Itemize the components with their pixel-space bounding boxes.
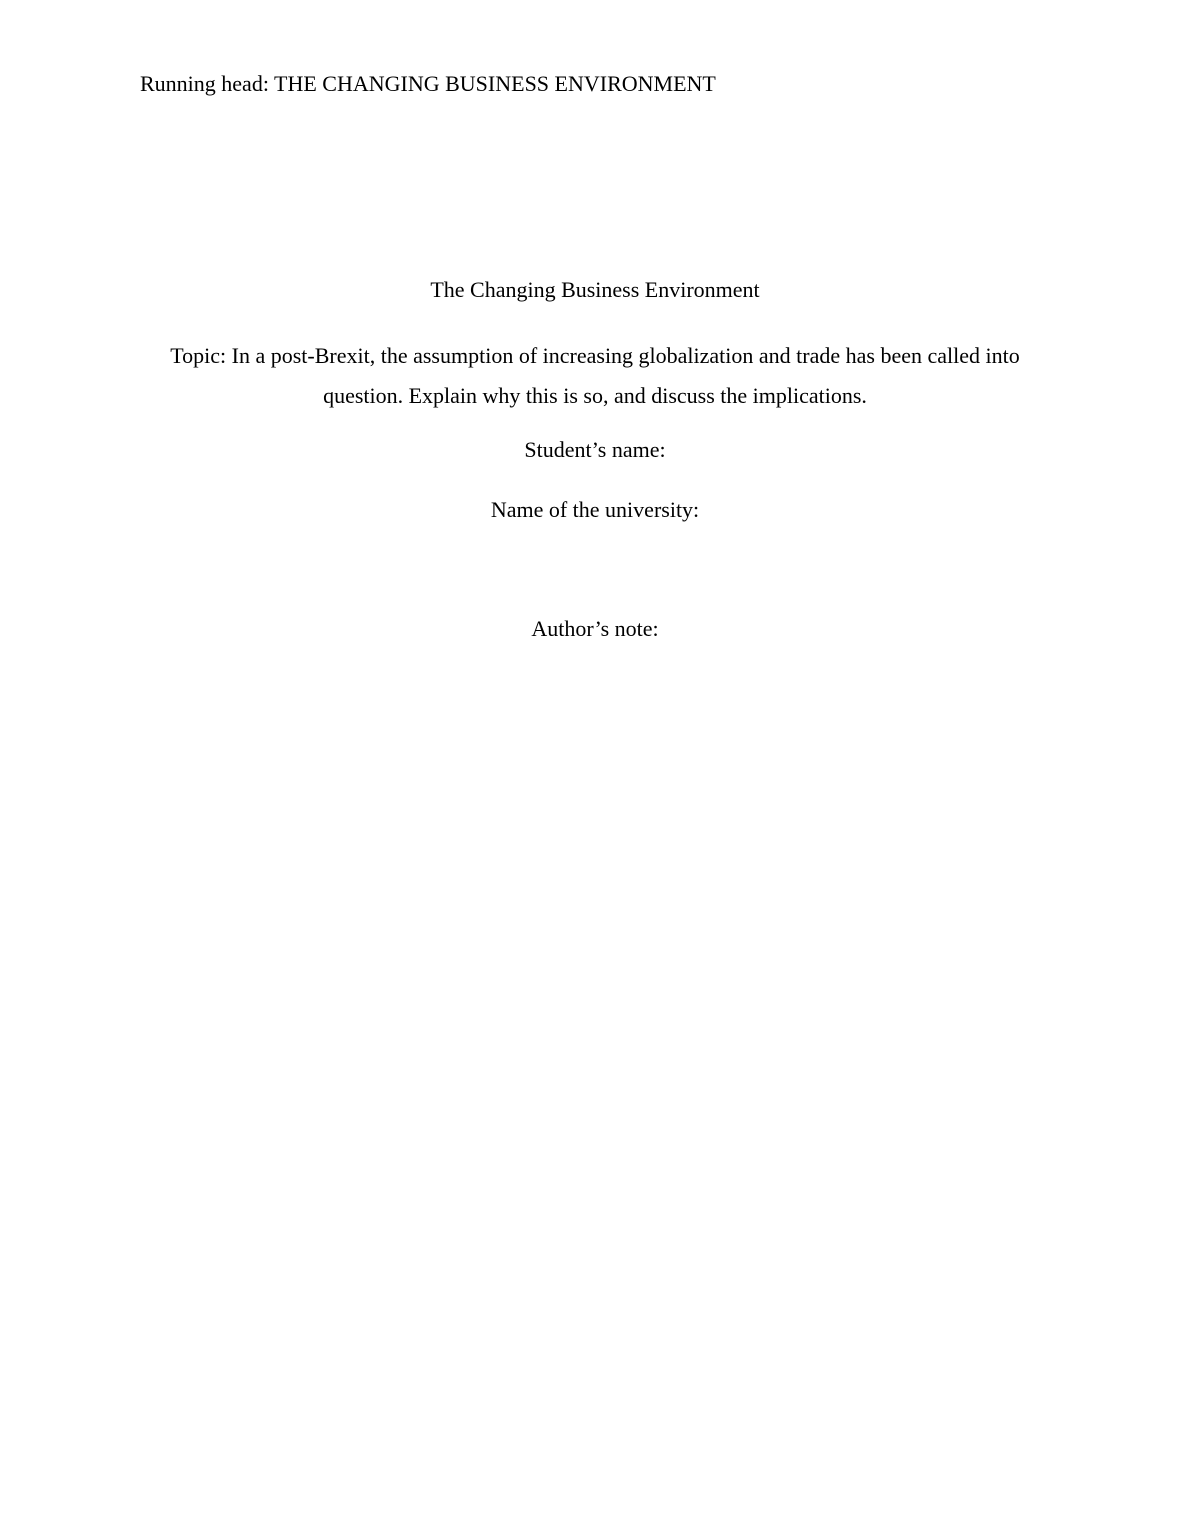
- document-title: The Changing Business Environment: [430, 277, 760, 302]
- topic-line-1: Topic: In a post-Brexit, the assumption of increasing globalization and trade has been called into: [170, 343, 1020, 368]
- topic-paragraph: [140, 336, 1050, 416]
- running-head: Running head: THE CHANGING BUSINESS ENVIRONMENT: [140, 71, 716, 96]
- university-name-label: Name of the university:: [490, 497, 700, 522]
- author-note-label: Author’s note:: [531, 616, 659, 641]
- topic-line-2: question. Explain why this is so, and discuss the implications.: [323, 383, 867, 408]
- student-name-label: Student’s name:: [524, 437, 666, 462]
